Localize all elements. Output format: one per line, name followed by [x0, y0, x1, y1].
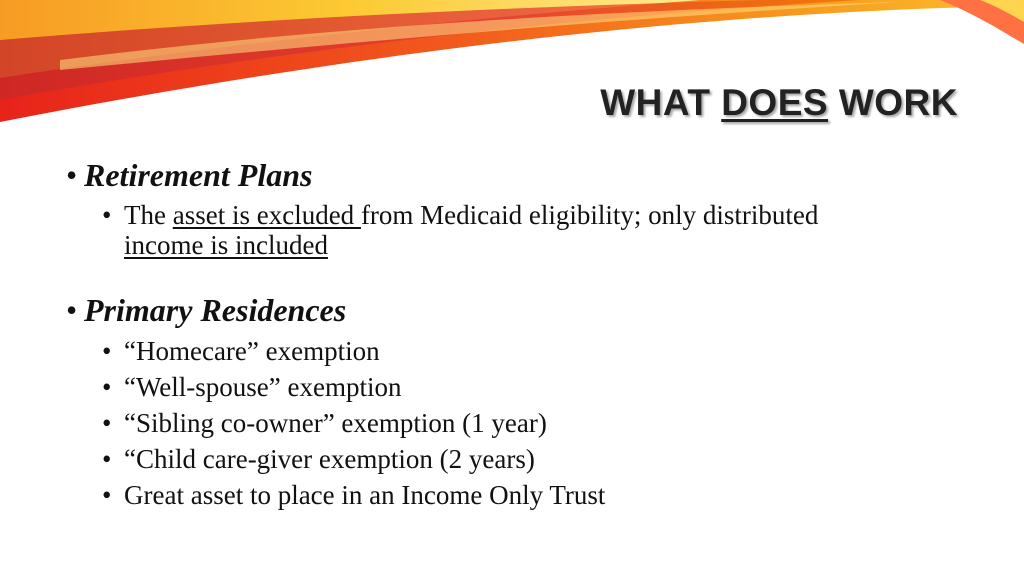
heading-text: Retirement Plans [84, 157, 313, 193]
list-item [66, 444, 966, 474]
item-text: “Child care-giver exemption (2 years) [124, 444, 535, 474]
bullet: • [102, 200, 112, 230]
item-text: “Sibling co-owner” exemption (1 year) [124, 408, 547, 438]
list-item [66, 480, 966, 510]
bullet: • [102, 336, 112, 366]
title-part-does: DOES [721, 82, 829, 123]
bullet: • [66, 157, 78, 193]
item-text: Great asset to place in an Income Only Trust [124, 480, 606, 510]
title-part-what: WHAT [600, 82, 722, 123]
heading-retirement-plans [66, 155, 966, 195]
list-item [66, 372, 966, 402]
bullet: • [102, 480, 112, 510]
list-item [66, 336, 966, 366]
list-item [66, 408, 966, 438]
item-text: “Homecare” exemption [124, 336, 380, 366]
bullet: • [102, 444, 112, 474]
bullet: • [102, 372, 112, 402]
item-text: “Well-spouse” exemption [124, 372, 402, 402]
bullet: • [102, 408, 112, 438]
title-part-work: WORK [828, 82, 958, 123]
heading-primary-residences [66, 290, 966, 330]
slide-title [600, 82, 958, 124]
heading-text: Primary Residences [84, 292, 347, 328]
residence-list [66, 336, 966, 510]
item-text: from Medicaid eligibility; only distributed [360, 200, 819, 230]
list-item [66, 200, 966, 260]
slide-body [66, 155, 966, 510]
item-text-underlined: asset is excluded [172, 200, 361, 230]
item-text: The [124, 200, 173, 230]
bullet: • [66, 292, 78, 328]
item-text-underlined: income is included [124, 230, 328, 260]
